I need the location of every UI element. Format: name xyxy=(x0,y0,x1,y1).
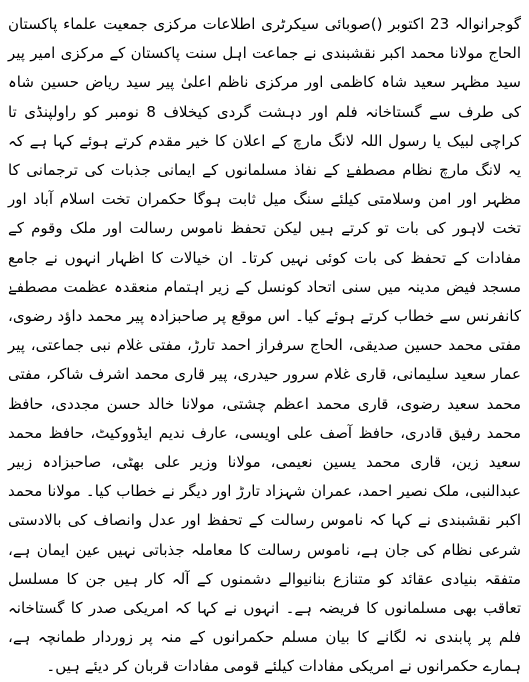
article-body: اکبر نقشبندی نے جماعت اہل سنت پاکستان کے مرکزی امیر پیر سید مظہر سعید شاہ کاظمی اور مرکزی ناظم اعلیٰ پیر سید ریاض حسین شاہ کی طرف سے گستاخانہ فلم اور دہشت گردی کیخلاف 8 نومبر کو راولپنڈی تا کراچی لبیک یا رسول اللہ لانگ مارچ کے اعلان کا خیر مقدم کرتے ہوئے کہا ہے کہ یہ لانگ مارچ نظام مصطفےٰ کے نفاذ مسلمانوں کے ایمانی جذبات کی ترجمانی کا مظہر اور امن وسلامتی کیلئے سنگ میل ثابت ہوگا حکمران تخت اسلام آباد اور تخت لاہور کی بات تو کرتے ہیں لیکن تحفظ ناموس رسالت اور ملک وقوم کے مفادات کے تحفظ کی بات کوئی نہیں کرتا۔ ان خیالات کا اظہار انہوں نے جامع مسجد فیض مدینہ میں سنی اتحاد کونسل کے زیر اہتمام منعقدہ عظمت مصطفےٰ کانفرنس سے خطاب کرتے ہوئے کیا۔ اس موقع پر صاحبزادہ پیر محمد داؤد رضوی، مفتی محمد حسین صدیقی، الحاج سرفراز احمد تارڑ، مفتی غلام نبی جماعتی، پیر عمار سعید سلیمانی، قاری غلام سرور حیدری، پیر قاری محمد اشرف شاکر، مفتی محمد سعید رضوی، قاری محمد اعظم چشتی، مولانا خالد حسن مجددی، حافظ محمد رفیق قادری، حافظ آصف علی اویسی، عارف ندیم ایڈووکیٹ، حافظ محمد سعید زین، قاری محمد یسین نعیمی، مولانا وزیر علی بھٹی، صاحبزادہ زبیر عبدالنبی، ملک نصیر احمد، عمران شہزاد تارڑ اور دیگر نے خطاب کیا۔ مولانا محمد اکبر نقشبندی نے کہا کہ ناموس رسالت کے تحفظ اور عدل وانصاف کی بالادستی شرعی نظام کی جان ہے، ناموس رسالت کا معاملہ جذباتی نہیں عین ایمان ہے، متفقہ بنیادی عقائد کو متنازع بنانیوالے دشمنوں کے آلہ کار ہیں جن کا مسلسل تعاقب بھی مسلمانوں کا فریضہ ہے۔ انہوں نے کہا کہ امریکی صدر کا گستاخانہ فلم پر پابندی نہ لگانے کا بیان مسلم حکمرانوں کے منہ پر زوردار طمانچہ ہے، ہمارے حکمرانوں نے امریکی مفادات کیلئے قومی مفادات قربان کر دیئے ہیں۔ xyxy=(8,44,521,676)
news-page xyxy=(8,10,521,676)
article-source: )صوبائی سیکرٹری اطلاعات مرکزی جمعیت علماء پاکستان الحاج مولانا محمد xyxy=(8,15,521,63)
article-dateline: گوجرانوالہ 23 اکتوبر ( xyxy=(376,15,521,33)
news-article xyxy=(8,10,521,682)
